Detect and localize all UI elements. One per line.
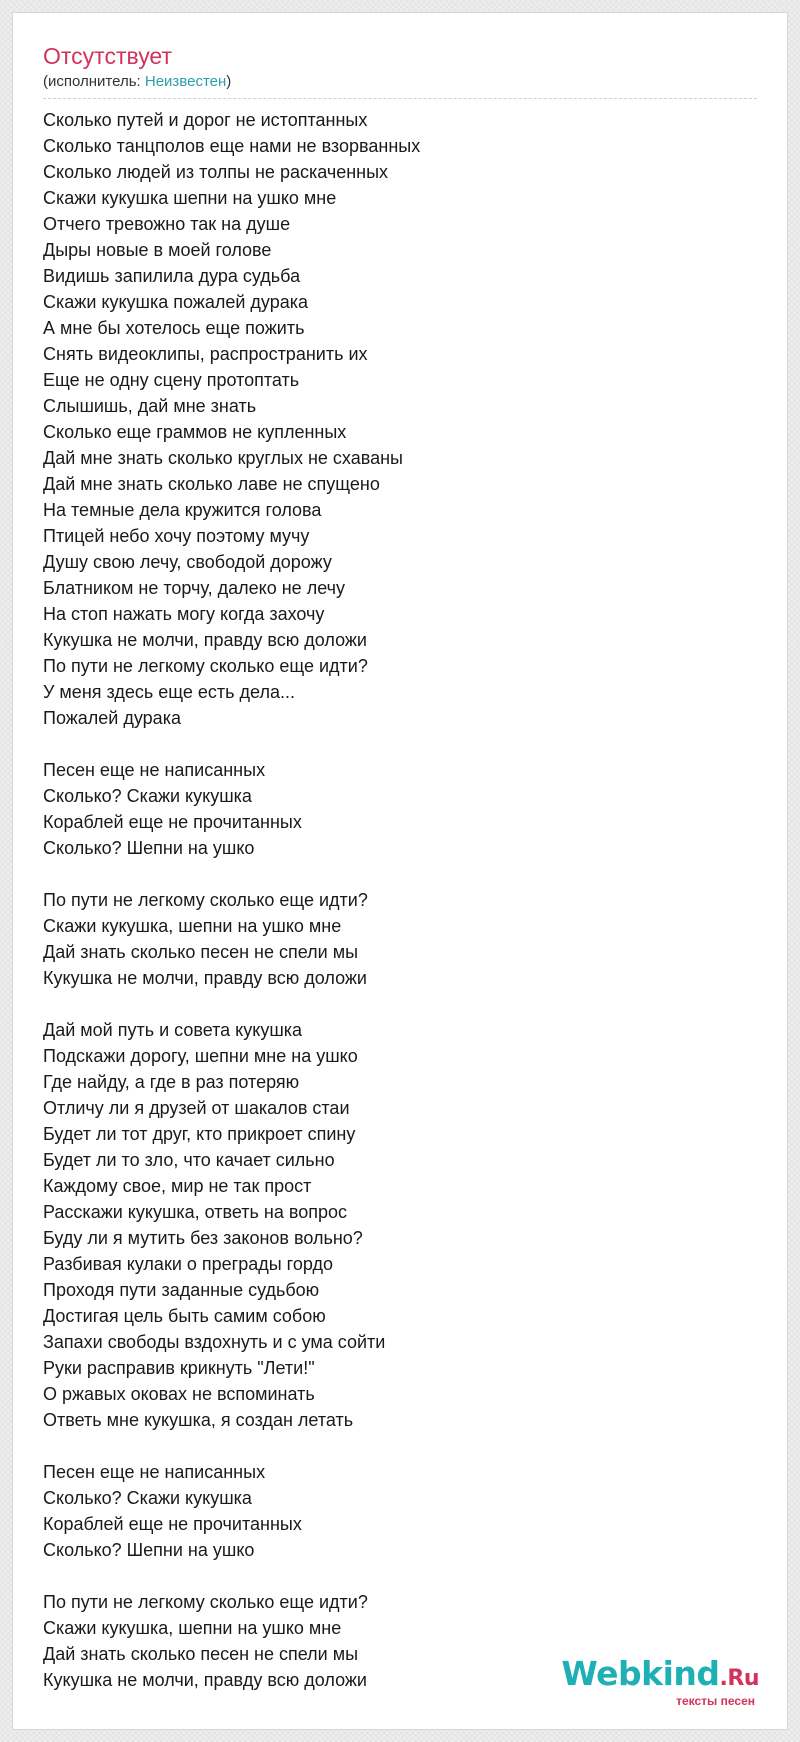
- lyrics-line: Кукушка не молчи, правду всю доложи: [43, 630, 367, 650]
- lyrics-line: На темные дела кружится голова: [43, 500, 322, 520]
- logo-tld: .Ru: [719, 1666, 759, 1691]
- lyrics-line: Песен еще не написанных: [43, 1462, 266, 1482]
- lyrics-line: Проходя пути заданные судьбою: [43, 1280, 320, 1300]
- lyrics-line: Руки расправив крикнуть "Лети!": [43, 1358, 315, 1378]
- lyrics-line: Душу свою лечу, свободой дорожу: [43, 552, 332, 572]
- lyrics-line: Сколько путей и дорог не истоптанных: [43, 110, 368, 130]
- song-header: [43, 41, 757, 99]
- lyrics-line: Песен еще не написанных: [43, 760, 266, 780]
- lyrics-line: На стоп нажать могу когда захочу: [43, 604, 325, 624]
- lyrics-line: Дай мой путь и совета кукушка: [43, 1020, 303, 1040]
- artist-line: [43, 72, 757, 92]
- lyrics-text: [43, 107, 767, 1719]
- lyrics-line: Снять видеоклипы, распространить их: [43, 344, 368, 364]
- lyrics-line: Кораблей еще не прочитанных: [43, 812, 302, 832]
- lyrics-line: Блатником не торчу, далеко не лечу: [43, 578, 345, 598]
- lyrics-line: Еще не одну сцену протоптать: [43, 370, 300, 390]
- lyrics-line: Кораблей еще не прочитанных: [43, 1514, 302, 1534]
- lyrics-line: Расскажи кукушка, ответь на вопрос: [43, 1202, 348, 1222]
- lyrics-line: Сколько? Шепни на ушко: [43, 838, 255, 858]
- lyrics-line: Ответь мне кукушка, я создан летать: [43, 1410, 354, 1430]
- lyrics-line: Буду ли я мутить без законов вольно?: [43, 1228, 363, 1248]
- lyrics-line: Сколько? Шепни на ушко: [43, 1540, 255, 1560]
- lyrics-line: По пути не легкому сколько еще идти?: [43, 656, 368, 676]
- logo-tagline: тексты песен: [676, 1694, 755, 1708]
- lyrics-line: Скажи кукушка пожалей дурака: [43, 292, 309, 312]
- lyrics-line: Отличу ли я друзей от шакалов стаи: [43, 1098, 350, 1118]
- logo-name: Webkind: [561, 1654, 720, 1693]
- lyrics-line: Сколько танцполов еще нами не взорванных: [43, 136, 421, 156]
- lyrics-line: Дай знать сколько песен не спели мы: [43, 1644, 359, 1664]
- lyrics-stanza: [43, 107, 767, 731]
- lyrics-line: Будет ли тот друг, кто прикроет спину: [43, 1124, 356, 1144]
- lyrics-line: Каждому свое, мир не так прост: [43, 1176, 312, 1196]
- lyrics-line: Отчего тревожно так на душе: [43, 214, 291, 234]
- lyrics-line: Скажи кукушка, шепни на ушко мне: [43, 916, 342, 936]
- lyrics-stanza: [43, 1459, 767, 1563]
- artist-link[interactable]: Неизвестен: [144, 73, 227, 90]
- lyrics-line: Запахи свободы вздохнуть и с ума сойти: [43, 1332, 386, 1352]
- lyrics-line: Пожалей дурака: [43, 708, 181, 728]
- lyrics-line: Где найду, а где в раз потеряю: [43, 1072, 300, 1092]
- lyrics-card: [12, 12, 788, 1730]
- song-title: Отсутствует: [43, 43, 172, 69]
- lyrics-line: Дай мне знать сколько лаве не спущено: [43, 474, 380, 494]
- lyrics-line: Кукушка не молчи, правду всю доложи: [43, 968, 367, 988]
- lyrics-line: Подскажи дорогу, шепни мне на ушко: [43, 1046, 358, 1066]
- lyrics-line: О ржавых оковах не вспоминать: [43, 1384, 315, 1404]
- lyrics-line: Будет ли то зло, что качает сильно: [43, 1150, 335, 1170]
- lyrics-line: По пути не легкому сколько еще идти?: [43, 890, 368, 910]
- lyrics-stanza: [43, 1017, 767, 1433]
- lyrics-line: Сколько? Скажи кукушка: [43, 1488, 252, 1508]
- lyrics-stanza: [43, 757, 767, 861]
- header-divider: [43, 98, 757, 99]
- lyrics-line: У меня здесь еще есть дела...: [43, 682, 295, 702]
- lyrics-line: Скажи кукушка, шепни на ушко мне: [43, 1618, 342, 1638]
- lyrics-line: Скажи кукушка шепни на ушко мне: [43, 188, 337, 208]
- lyrics-line: Сколько людей из толпы не раскаченных: [43, 162, 389, 182]
- lyrics-line: Дай мне знать сколько круглых не схаваны: [43, 448, 403, 468]
- lyrics-stanza: [43, 887, 767, 991]
- lyrics-line: Птицей небо хочу поэтому мучу: [43, 526, 310, 546]
- lyrics-line: Кукушка не молчи, правду всю доложи: [43, 1670, 367, 1690]
- lyrics-line: Дай знать сколько песен не спели мы: [43, 942, 359, 962]
- artist-suffix: ): [226, 73, 232, 90]
- lyrics-line: Сколько еще граммов не купленных: [43, 422, 347, 442]
- lyrics-line: По пути не легкому сколько еще идти?: [43, 1592, 368, 1612]
- lyrics-line: Слышишь, дай мне знать: [43, 396, 257, 416]
- lyrics-line: Разбивая кулаки о преграды гордо: [43, 1254, 333, 1274]
- lyrics-line: Сколько? Скажи кукушка: [43, 786, 252, 806]
- lyrics-line: Видишь запилила дура судьба: [43, 266, 301, 286]
- lyrics-line: Дыры новые в моей голове: [43, 240, 272, 260]
- lyrics-line: А мне бы хотелось еще пожить: [43, 318, 305, 338]
- lyrics-line: Достигая цель быть самим собою: [43, 1306, 326, 1326]
- site-logo[interactable]: [561, 1656, 759, 1707]
- artist-prefix: (исполнитель:: [43, 73, 145, 90]
